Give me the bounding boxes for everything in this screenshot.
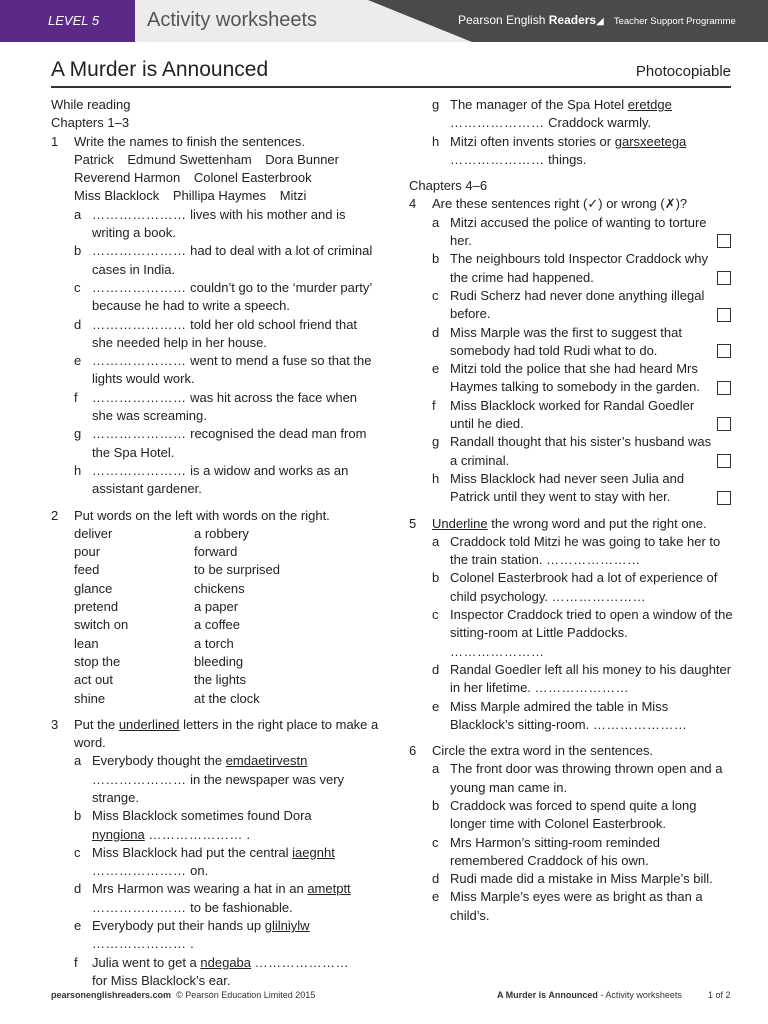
- title-rule: [51, 86, 731, 88]
- question-1: 1 Write the names to finish the sentences.: [51, 133, 381, 151]
- question-6-items: [409, 760, 734, 925]
- activity-title: Activity worksheets: [147, 9, 318, 31]
- section-chapters-1-3: Chapters 1–3: [51, 115, 130, 131]
- list-item: c Miss Blacklock had put the central iaegnht ………………… on.: [74, 844, 335, 879]
- answer-blank[interactable]: …………………: [92, 389, 187, 405]
- list-item: e Everybody put their hands up glilniylw ………………… .: [74, 918, 310, 952]
- question-5: 5 Underline the wrong word and put the right one.: [409, 515, 734, 533]
- checkbox[interactable]: [717, 417, 731, 431]
- list-item: a Everybody thought the emdaetirvestn ………………… in the newspaper was very strange.: [74, 753, 345, 805]
- question-2-prompt: Put words on the left with words on the right.: [74, 507, 330, 523]
- footer-left: pearsonenglishreaders.com © Pearson Education Limited 2015: [51, 990, 316, 1000]
- answer-blank[interactable]: …………………: [92, 771, 187, 787]
- footer-site-link[interactable]: pearsonenglishreaders.com: [51, 990, 172, 1000]
- answer-blank[interactable]: …………………: [450, 115, 545, 131]
- list-item: a Mitzi accused the police of wanting to torture her.: [432, 214, 734, 251]
- list-item: d Miss Marple was the first to suggest that somebody had told Rudi what to do.: [432, 324, 734, 361]
- list-item: d Randal Goedler left all his money to his daughter in her lifetime. …………………: [432, 661, 732, 696]
- list-item: c ………………… couldn’t go to the ‘murder party’ because he had to write a speech.: [74, 279, 372, 314]
- list-item: f ………………… was hit across the face when she was screaming.: [74, 389, 358, 424]
- list-item: a Craddock told Mitzi he was going to take her to the train station. …………………: [432, 533, 721, 568]
- question-3-items-cont: [409, 96, 734, 169]
- list-item: a The front door was throwing thrown open and a young man came in.: [432, 761, 723, 795]
- answer-blank[interactable]: …………………: [92, 462, 187, 478]
- list-item: d Mrs Harmon was wearing a hat in an ametptt ………………… to be fashionable.: [74, 881, 351, 915]
- question-3: 3 Put the underlined letters in the right place to make a word.: [51, 716, 381, 753]
- list-item: b Craddock was forced to spend quite a long longer time with Colonel Easterbrook.: [432, 797, 697, 832]
- header-bar: [0, 0, 768, 42]
- question-4-items: [409, 214, 734, 507]
- list-item: g ………………… recognised the dead man from the Spa Hotel.: [74, 426, 367, 460]
- checkbox[interactable]: [717, 381, 731, 395]
- answer-blank[interactable]: …………………: [92, 899, 187, 915]
- checkbox[interactable]: [717, 234, 731, 248]
- brand-logo: Pearson English Readers◢ Teacher Support Programme: [458, 13, 736, 27]
- list-item: e Miss Marple admired the table in Miss Blacklock’s sitting-room. …………………: [432, 698, 688, 732]
- section-chapters-4-6: Chapters 4–6: [409, 178, 488, 194]
- list-item: d ………………… told her old school friend that she needed help in her house.: [74, 316, 358, 350]
- checkbox[interactable]: [717, 454, 731, 468]
- list-item: b ………………… had to deal with a lot of criminal cases in India.: [74, 243, 373, 277]
- question-1-prompt: Write the names to finish the sentences.: [74, 133, 305, 149]
- section-while-reading: While reading: [51, 97, 131, 112]
- right-column: [409, 96, 734, 925]
- question-5-items: [409, 533, 734, 734]
- checkbox[interactable]: [717, 308, 731, 322]
- answer-blank[interactable]: …………………: [254, 954, 350, 970]
- list-item: a ………………… lives with his mother and is writing a book.: [74, 206, 346, 241]
- question-1-items: [51, 206, 381, 499]
- list-item: b Miss Blacklock sometimes found Dora nyngiona ………………… .: [74, 808, 312, 842]
- list-item: d Rudi made did a mistake in Miss Marple’s bill.: [432, 871, 713, 887]
- list-item: g The manager of the Spa Hotel eretdge ………………… Craddock warmly.: [432, 97, 672, 131]
- answer-blank[interactable]: …………………: [92, 353, 187, 369]
- list-item: e Miss Marple’s eyes were as bright as than a child’s.: [432, 889, 703, 923]
- question-3-items: [51, 752, 381, 990]
- photocopiable-label: Photocopiable: [635, 63, 731, 80]
- left-column: [51, 96, 381, 990]
- question-5-prompt: Underline the wrong word and put the right one.: [432, 515, 707, 531]
- list-item: b Colonel Easterbrook had a lot of experience of child psychology. …………………: [432, 570, 718, 604]
- list-item: c Mrs Harmon’s sitting-room reminded remembered Craddock of his own.: [432, 834, 660, 868]
- answer-blank[interactable]: …………………: [92, 426, 187, 442]
- list-item: h Miss Blacklock had never seen Julia and Patrick until they went to stay with her.: [432, 470, 734, 507]
- answer-blank[interactable]: …………………: [534, 680, 630, 696]
- answer-blank[interactable]: …………………: [92, 316, 187, 332]
- question-3-prompt: Put the underlined letters in the right place to make a word.: [74, 716, 379, 751]
- answer-blank[interactable]: …………………: [92, 279, 187, 295]
- answer-blank[interactable]: …………………: [592, 716, 688, 732]
- question-4-prompt: Are these sentences right (✓) or wrong (✗)?: [432, 196, 688, 212]
- list-item: e ………………… went to mend a fuse so that the lights would work.: [74, 353, 372, 387]
- word-pairs: deliver a robbery pour forward feed to be surprised glance chickens pretend a paper switch on a coffee lean a torch stop the bleeding act out the lights shine at the clock: [74, 525, 280, 706]
- name-list: Patrick Edmund Swettenham Dora Bunner Reverend Harmon Colonel Easterbrook Miss Blacklock Phillipa Haymes Mitzi: [74, 151, 339, 204]
- answer-blank[interactable]: …………………: [148, 826, 243, 842]
- answer-blank[interactable]: …………………: [450, 643, 545, 659]
- list-item: b The neighbours told Inspector Craddock why the crime had happened.: [432, 250, 734, 287]
- list-item: f Miss Blacklock worked for Randal Goedler until he died.: [432, 397, 734, 434]
- question-2: 2 Put words on the left with words on the right.: [51, 507, 381, 525]
- answer-blank[interactable]: …………………: [546, 552, 641, 568]
- list-item: f Julia went to get a ndegaba ………………… for Miss Blacklock’s ear.: [74, 954, 350, 988]
- footer-book: A Murder is Announced - Activity worksheets: [497, 990, 682, 1000]
- answer-blank[interactable]: …………………: [92, 863, 187, 879]
- question-4: 4 Are these sentences right (✓) or wrong (✗)?: [409, 195, 734, 213]
- checkbox[interactable]: [717, 491, 731, 505]
- answer-blank[interactable]: …………………: [551, 588, 647, 604]
- list-item: h ………………… is a widow and works as an assistant gardener.: [74, 462, 349, 497]
- checkbox[interactable]: [717, 344, 731, 358]
- question-6: 6 Circle the extra word in the sentences.: [409, 742, 734, 760]
- answer-blank[interactable]: …………………: [92, 243, 187, 259]
- list-item: e Mitzi told the police that she had heard Mrs Haymes talking to somebody in the garden.: [432, 360, 734, 397]
- footer-page-number: 1 of 2: [708, 990, 731, 1000]
- answer-blank[interactable]: …………………: [92, 206, 187, 222]
- page-title: A Murder is Announced: [51, 58, 269, 81]
- answer-blank[interactable]: …………………: [92, 936, 187, 952]
- list-item: g Randall thought that his sister’s husband was a criminal.: [432, 433, 734, 470]
- level-badge: LEVEL 5: [0, 0, 135, 42]
- answer-blank[interactable]: …………………: [450, 151, 545, 167]
- list-item: h Mitzi often invents stories or garsxeetega ………………… things.: [432, 133, 687, 167]
- list-item: c Inspector Craddock tried to open a window of the sitting-room at Little Paddocks. …………………: [432, 607, 733, 659]
- list-item: c Rudi Scherz had never done anything illegal before.: [432, 287, 734, 324]
- checkbox[interactable]: [717, 271, 731, 285]
- question-6-prompt: Circle the extra word in the sentences.: [432, 743, 654, 759]
